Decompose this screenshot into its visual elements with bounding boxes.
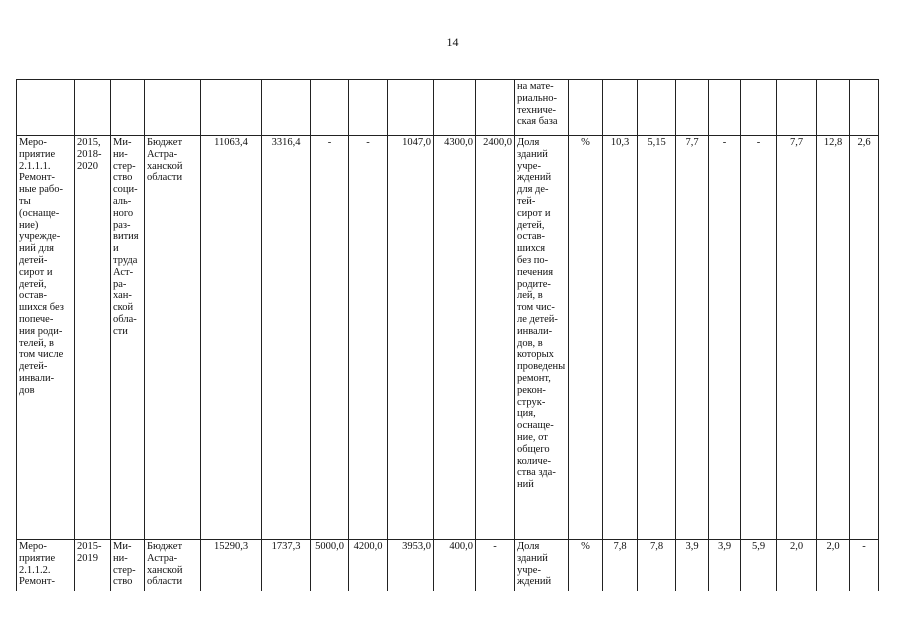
table-row [17,136,879,540]
years-cell: 2015, 2018- 2020 [75,136,111,540]
value-cell: - [311,136,349,540]
program-table [16,79,879,591]
target-cell [741,80,777,136]
value-cell: 3316,4 [262,136,311,540]
target-cell: 5,9 [741,540,777,592]
source-cell [145,80,201,136]
value-cell: 4200,0 [349,540,388,592]
value-cell: - [349,136,388,540]
target-cell: 12,8 [817,136,850,540]
target-cell: - [850,540,879,592]
target-cell: - [709,136,741,540]
event-cell: Меро- приятие 2.1.1.2. Ремонт- [17,540,75,592]
target-cell: 3,9 [709,540,741,592]
target-cell [676,80,709,136]
target-cell: 3,9 [676,540,709,592]
target-cell [638,80,676,136]
value-cell: 15290,3 [201,540,262,592]
source-cell: Бюджет Астра- ханской области [145,540,201,592]
value-cell: 1737,3 [262,540,311,592]
target-cell: 10,3 [603,136,638,540]
value-cell [476,80,515,136]
value-cell [201,80,262,136]
years-cell: 2015- 2019 [75,540,111,592]
value-cell: 400,0 [434,540,476,592]
target-cell: 7,7 [777,136,817,540]
target-cell: 7,8 [638,540,676,592]
executor-cell [111,80,145,136]
target-cell: 2,0 [817,540,850,592]
executor-cell: Ми- ни- стер- ство [111,540,145,592]
target-cell [603,80,638,136]
value-cell [388,80,434,136]
target-cell [850,80,879,136]
table-row [17,540,879,592]
target-cell [777,80,817,136]
indicator-cell: Доля зданий учре- ждений [515,540,569,592]
value-cell: 2400,0 [476,136,515,540]
value-cell: 3953,0 [388,540,434,592]
unit-cell: % [569,540,603,592]
target-cell: 2,0 [777,540,817,592]
value-cell: 5000,0 [311,540,349,592]
target-cell: 7,7 [676,136,709,540]
page-number: 14 [446,35,459,49]
event-cell [17,80,75,136]
executor-cell: Ми- ни- стер- ство соци- аль- ного раз- вития и труда Аст- ра- хан- ской обла- сти [111,136,145,540]
indicator-cell: на мате- риально- техниче- ская база [515,80,569,136]
value-cell: - [476,540,515,592]
value-cell: 4300,0 [434,136,476,540]
value-cell: 11063,4 [201,136,262,540]
value-cell [349,80,388,136]
years-cell [75,80,111,136]
target-cell [817,80,850,136]
event-cell: Меро- приятие 2.1.1.1. Ремонт- ные рабо- ты (оснаще- ние) учрежде- ний для детей- сирот и детей, остав- шихся без попече- ния роди- телей, в том числе детей- инвали- дов [17,136,75,540]
value-cell [311,80,349,136]
source-cell: Бюджет Астра- ханской области [145,136,201,540]
value-cell [434,80,476,136]
table-row [17,80,879,136]
unit-cell [569,80,603,136]
target-cell: 2,6 [850,136,879,540]
target-cell [709,80,741,136]
target-cell: 7,8 [603,540,638,592]
indicator-cell: Доля зданий учре- ждений для де- тей- сирот и детей, остав- шихся без по- печения родите- лей, в том чис- ле детей- инвали- дов, в которых проведены ремонт, рекон- струк- ция, оснаще- ние, от общего количе- ства зда- ний [515,136,569,540]
value-cell [262,80,311,136]
target-cell: - [741,136,777,540]
unit-cell: % [569,136,603,540]
value-cell: 1047,0 [388,136,434,540]
target-cell: 5,15 [638,136,676,540]
